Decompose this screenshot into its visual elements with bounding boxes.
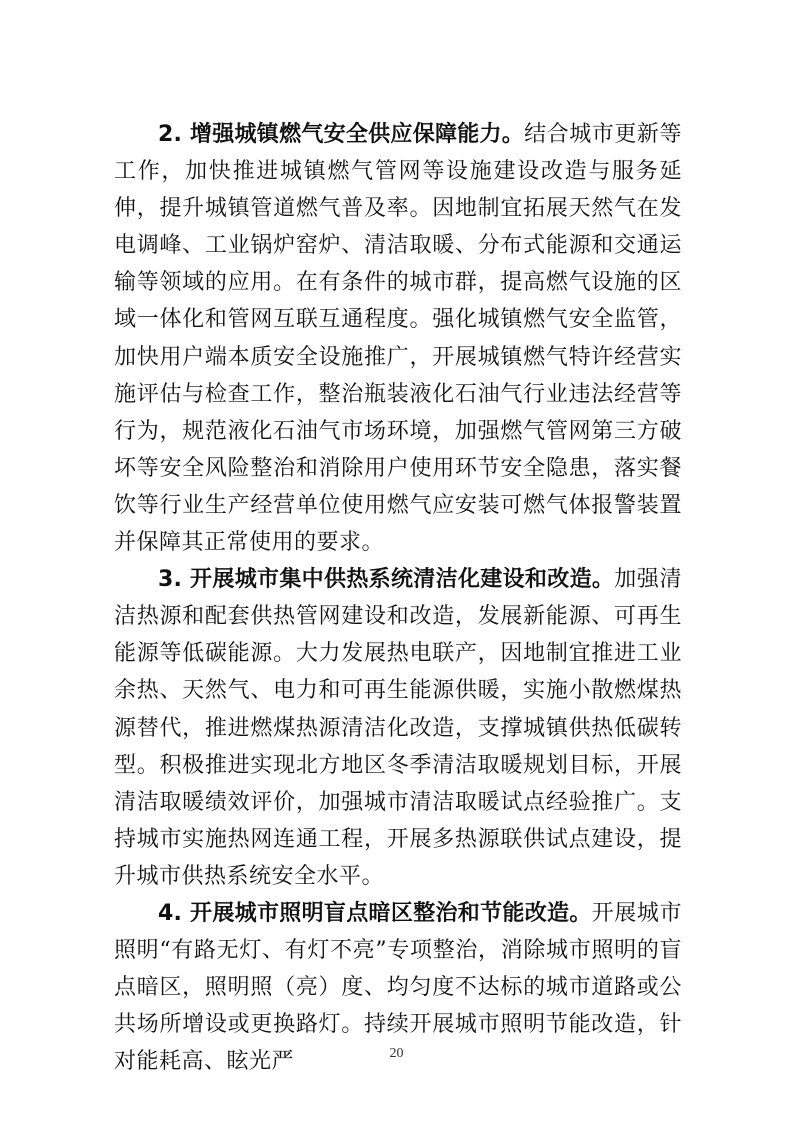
paragraph-gas-supply <box>114 116 682 561</box>
paragraph-heading: 4. 开展城市照明盲点暗区整治和节能改造。 <box>158 900 592 926</box>
paragraph-heating <box>114 561 682 895</box>
page-number: 20 <box>389 1046 404 1061</box>
paragraph-body: 结合城市更新等工作，加快推进城镇燃气管网等设施建设改造与服务延伸，提升城镇管道燃气普及率。因地制宜拓展天然气在发电调峰、工业锅炉窑炉、清洁取暖、分布式能源和交通运输等领域的应用。在有条件的城市群，提高燃气设施的区域一体化和管网互联互通程度。强化城镇燃气安全监管，加快用户端本质安全设施推广，开展城镇燃气特许经营实施评估与检查工作，整治瓶装液化石油气行业违法经营等行为，规范液化石油气市场环境，加强燃气管网第三方破坏等安全风险整治和消除用户使用环节安全隐患，落实餐饮等行业生产经营单位使用燃气应安装可燃气体报警装置并保障其正常使用的要求。 <box>114 122 682 556</box>
paragraph-heading: 3. 开展城市集中供热系统清洁化建设和改造。 <box>158 567 615 593</box>
paragraph-body: 开展城市照明“有路无灯、有灯不亮”专项整治，消除城市照明的盲点暗区，照明照（亮）度、均匀度不达标的城市道路或公共场所增设或更换路灯。持续开展城市照明节能改造，针对能耗高、眩光严 <box>114 900 682 1075</box>
paragraph-heading: 2. 增强城镇燃气安全供应保障能力。 <box>158 122 525 147</box>
body-text <box>114 116 682 1080</box>
paragraph-body: 加强清洁热源和配套供热管网建设和改造，发展新能源、可再生能源等低碳能源。大力发展热电联产，因地制宜推进工业余热、天然气、电力和可再生能源供暖，实施小散燃煤热源替代，推进燃煤热源清洁化改造，支撑城镇供热低碳转型。积极推进实现北方地区冬季清洁取暖规划目标，开展清洁取暖绩效评价，加强城市清洁取暖试点经验推广。支持城市实施热网连通工程，开展多热源联供试点建设，提升城市供热系统安全水平。 <box>114 567 682 889</box>
